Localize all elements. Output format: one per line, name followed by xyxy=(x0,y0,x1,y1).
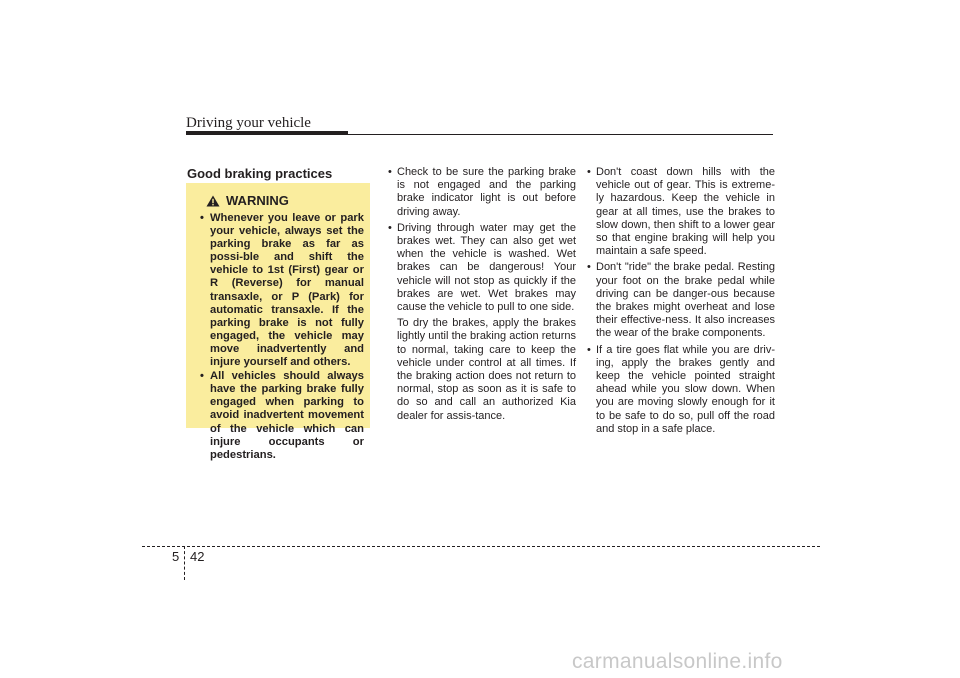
warning-item: • Whenever you leave or park your vehicle, always set the parking brake as far as possi-ble and shift the vehicle to 1st (First) gear or R (Reverse) for manual transaxle, or P (Park) for automatic transaxle. If the parking brake is not fully engaged, the vehicle may move inadvertently and injure yourself and others. xyxy=(200,212,364,369)
warning-triangle-icon xyxy=(206,195,220,207)
bullet-text: Driving through water may get the brakes wet. They can also get wet when the vehicle is washed. Wet brakes can be dangerous! Your vehicle will not stop as quickly if the brakes are wet. Wet brakes may cause the vehicle to pull to one side. xyxy=(397,221,576,314)
warning-label: WARNING xyxy=(226,193,289,208)
warning-box xyxy=(186,183,370,461)
warning-header xyxy=(206,193,364,208)
footer-vertical-divider xyxy=(184,546,185,580)
section-title: Good braking practices xyxy=(187,166,333,181)
footer-divider xyxy=(142,546,820,547)
page-header-title: Driving your vehicle xyxy=(186,115,311,131)
bullet-item xyxy=(386,222,576,423)
header-rule-thin xyxy=(348,134,773,135)
warning-item: • All vehicles should always have the parking brake fully engaged when parking to avoid inadvertent movement of the vehicle which can injure occupants or pedestrians. xyxy=(200,370,364,462)
middle-bullet-list xyxy=(386,166,576,423)
bullet-text: Check to be sure the parking brake is not engaged and the parking brake indicator light is out before driving away. xyxy=(397,166,576,218)
header-rule-thick xyxy=(186,131,348,135)
watermark: carmanualsonline.info xyxy=(572,650,783,673)
right-column xyxy=(585,166,775,439)
bullet-item xyxy=(386,166,576,219)
bullet-continuation: To dry the brakes, apply the brakes lightly until the braking action returns to normal, taking care to keep the vehicle under control at all times. If the braking action does not return to normal, stop as soon as it is safe to do so and call an authorized Kia dealer for assis-tance. xyxy=(397,317,576,422)
page-number: 42 xyxy=(190,549,205,564)
middle-column xyxy=(386,166,576,426)
page-chapter-number: 5 xyxy=(172,549,180,564)
bullet-item: • Don't coast down hills with the vehicle out of gear. This is extreme-ly hazardous. Keep the vehicle in gear at all times, use the brakes to slow down, then shift to a lower gear so that engine braking will help you maintain a safe speed. xyxy=(585,166,775,258)
bullet-item: • Don't "ride" the brake pedal. Resting your foot on the brake pedal while driving can be danger-ous because the brakes might overheat and lose their effective-ness. It also increases the wear of the brake components. xyxy=(585,261,775,340)
warning-list xyxy=(200,212,364,462)
right-bullet-list xyxy=(585,166,775,436)
bullet-item: • If a tire goes flat while you are driv-ing, apply the brakes gently and keep the vehicle pointed straight ahead while you slow down. When you are moving slowly enough for it to be safe to do so, pull off the road and stop in a safe place. xyxy=(585,344,775,436)
